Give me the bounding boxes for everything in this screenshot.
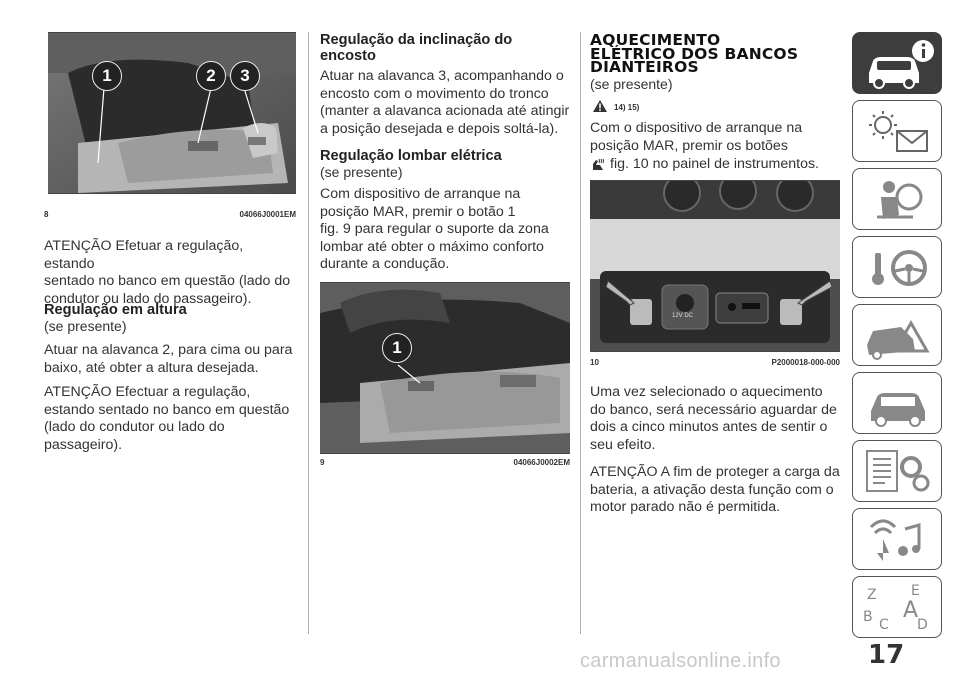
note-references: 14) 15) (614, 103, 640, 112)
text-line: a posição desejada e depois soltá-la). (320, 120, 559, 137)
attention-note-3 (590, 464, 840, 517)
column-divider-2 (580, 32, 581, 634)
text-line: estando sentado no banco em questão (44, 401, 290, 418)
figure-code: 04066J0001EM (239, 210, 296, 219)
text-line: baixo, até obter a altura desejada. (44, 359, 259, 376)
warning-triangle-icon (592, 99, 608, 113)
text-line: seu efeito. (590, 436, 656, 453)
svg-text:C: C (879, 617, 889, 633)
page-number: 17 (868, 640, 905, 670)
text-line: dois a cinco minutos antes de sentir o (590, 419, 828, 436)
text-line: ATENÇÃO Efetuar a regulação, estando (44, 238, 244, 272)
tab-specs[interactable] (852, 440, 942, 502)
usb-panel-label: 12V DC (672, 313, 694, 319)
figure-10-console-photo (590, 180, 840, 352)
heading-line: ELÉTRICO DOS BANCOS (590, 44, 799, 63)
text-line: passageiro). (44, 436, 123, 453)
figure-number: 10 (590, 358, 599, 367)
text-line: posição MAR, premir o botão 1 (320, 203, 516, 220)
heating-text-1-tail: fig. 10 no painel de instrumentos. (610, 156, 820, 172)
car-service-icon (853, 373, 943, 435)
airbag-safety-icon (853, 169, 943, 231)
figure-9-seat-photo (320, 282, 570, 454)
attention-note-2 (44, 384, 289, 454)
text-line: sentado no banco em questão (lado do (44, 273, 291, 290)
tab-key-steering[interactable] (852, 236, 942, 298)
height-text (44, 342, 292, 377)
car-info-icon (853, 33, 943, 95)
watermark: carmanualsonline.info (580, 650, 781, 672)
text-line: posição MAR, premir os botões (590, 137, 788, 154)
heading-line: DIANTEIROS (590, 58, 699, 76)
height-subheading: (se presente) (44, 318, 127, 334)
text-line: encosto com o movimento do tronco (320, 85, 549, 102)
section-heading (590, 31, 799, 76)
height-heading: Regulação em altura (44, 302, 187, 318)
section-subheading: (se presente) (590, 76, 673, 92)
svg-text:B: B (863, 609, 873, 625)
car-breakdown-icon (853, 305, 943, 367)
heating-text-2 (590, 384, 837, 454)
specs-gears-icon (853, 441, 943, 503)
figure-number: 8 (44, 210, 49, 219)
tab-car-service[interactable] (852, 372, 942, 434)
text-line: Uma vez selecionado o aquecimento (590, 384, 823, 400)
text-line: (manter a alavanca acionada até atingir (320, 103, 570, 120)
figure-code: P2000018-000-000 (771, 358, 840, 367)
text-line: bateria, a ativação desta função com o (590, 481, 834, 498)
lumbar-heading: Regulação lombar elétrica (320, 148, 502, 164)
column-divider-1 (308, 32, 309, 634)
alphabetical-index-icon (853, 577, 943, 639)
text-line: ATENÇÃO Efectuar a regulação, (44, 384, 251, 400)
callout-3: 3 (230, 61, 260, 91)
figure-number: 9 (320, 458, 325, 467)
heading-line: Regulação da inclinação do (320, 32, 513, 48)
tilt-text (320, 68, 569, 138)
figure-8-caption (44, 210, 296, 220)
text-line: do banco, será necessário aguardar de (590, 401, 837, 418)
attention-note-1 (44, 238, 296, 308)
text-line: (lado do condutor ou lado do (44, 419, 225, 436)
text-line: condutor ou lado do passageiro). (44, 290, 252, 307)
multimedia-icon (853, 509, 943, 571)
text-line: Com dispositivo de arranque na (320, 186, 521, 202)
text-line: durante a condução. (320, 256, 450, 273)
heading-line: AQUECIMENTO (590, 31, 721, 49)
seat-side-illustration (48, 33, 296, 193)
text-line: fig. 9 para regular o suporte da zona (320, 221, 549, 238)
text-line: Atuar na alavanca 3, acompanhando o (320, 68, 564, 84)
tilt-heading (320, 32, 512, 64)
lumbar-seat-illustration (320, 283, 570, 453)
callout-1: 1 (382, 333, 412, 363)
tab-car-breakdown[interactable] (852, 304, 942, 366)
seat-heater-icon (590, 158, 606, 172)
tab-dashboard-lights[interactable] (852, 100, 942, 162)
figure-code: 04066J0002EM (513, 458, 570, 467)
key-steering-icon (853, 237, 943, 299)
lumbar-text (320, 186, 549, 274)
svg-text:E: E (911, 583, 920, 599)
svg-text:D: D (917, 617, 928, 633)
center-console-illustration (590, 181, 840, 351)
svg-text:A: A (903, 598, 919, 623)
figure-10-caption (590, 358, 840, 368)
text-line: ATENÇÃO A fim de proteger a carga da (590, 464, 840, 480)
tab-car-info[interactable] (852, 32, 942, 94)
tab-alphabetical-index[interactable] (852, 576, 942, 638)
dashboard-lights-icon (853, 101, 943, 163)
tab-multimedia[interactable] (852, 508, 942, 570)
text-line: motor parado não é permitida. (590, 499, 781, 516)
figure-8-seat-photo (48, 32, 296, 194)
callout-1: 1 (92, 61, 122, 91)
text-line: Com o dispositivo de arranque na (590, 120, 803, 136)
callout-2: 2 (196, 61, 226, 91)
figure-9-caption (320, 458, 570, 468)
svg-text:Z: Z (867, 587, 877, 603)
text-line: Atuar na alavanca 2, para cima ou para (44, 342, 293, 358)
heating-text-1 (590, 120, 802, 155)
lumbar-subheading: (se presente) (320, 164, 403, 180)
heading-line: encosto (320, 48, 376, 64)
text-line: lombar até obter o máximo conforto (320, 238, 544, 255)
tab-airbag-safety[interactable] (852, 168, 942, 230)
